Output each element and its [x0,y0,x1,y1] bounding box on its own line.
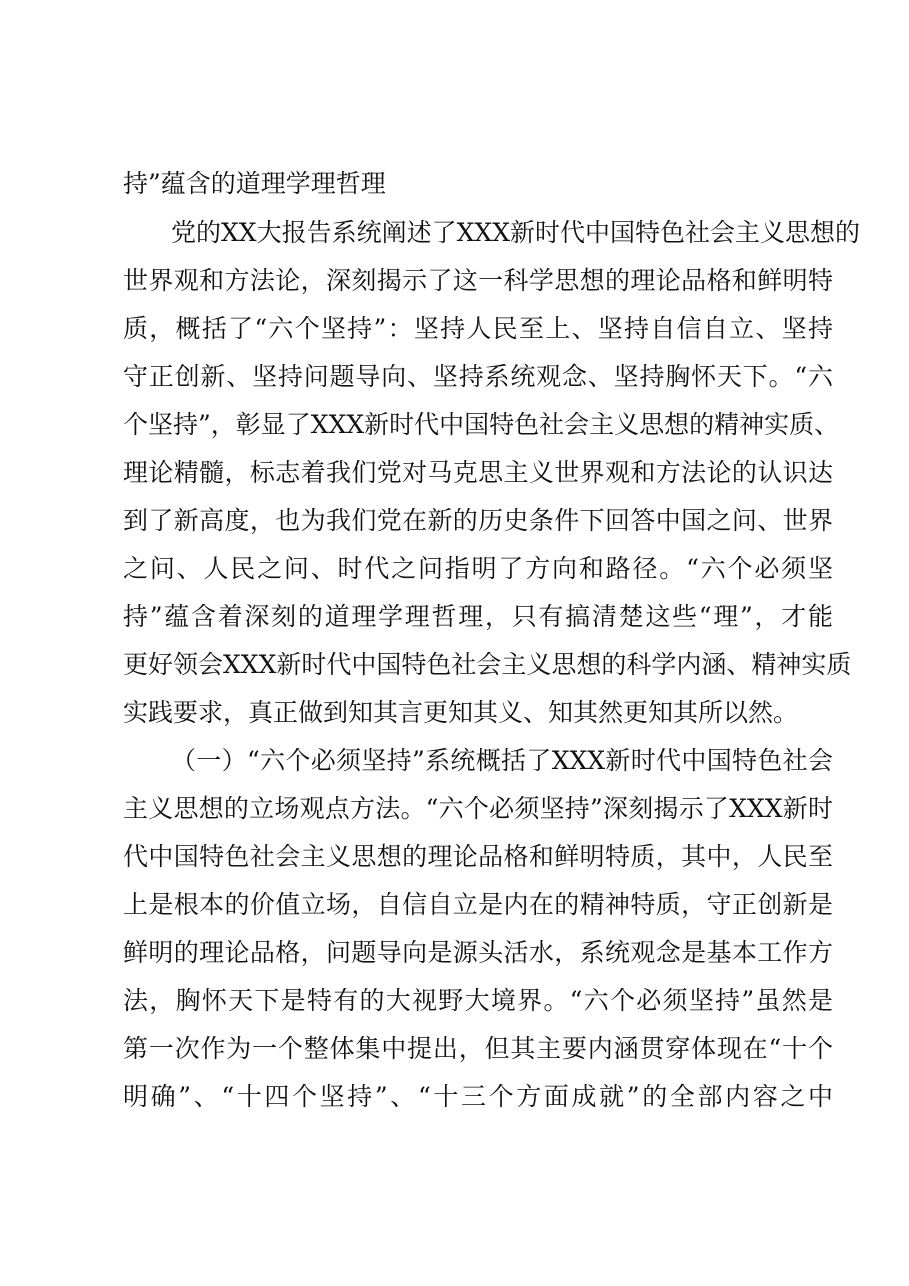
paragraph-1-line-1: 党的XX大报告系统阐述了XXX新时代中国特色社会主义思想的 [171,218,860,247]
paragraph-2-line-4: 上是根本的价值立场，自信自立是内在的精神特质，守正创新是 [123,890,833,919]
paragraph-2-line-8: 明确”、“十四个坚持”、“十三个方面成就”的全部内容之中 [123,1082,833,1111]
paragraph-1-line-6: 理论精髓，标志着我们党对马克思主义世界观和方法论的认识达 [123,458,833,487]
paragraph-1-line-10: 更好领会XXX新时代中国特色社会主义思想的科学内涵、精神实质 [123,650,852,679]
paragraph-2-line-1: （一）“六个必须坚持”系统概括了XXX新时代中国特色社会 [171,746,833,775]
paragraph-1-line-9: 持”蕴含着深刻的道理学理哲理，只有搞清楚这些“理”，才能 [123,602,833,631]
paragraph-1-line-4: 守正创新、坚持问题导向、坚持系统观念、坚持胸怀天下。“六 [123,362,833,391]
paragraph-1-line-11: 实践要求，真正做到知其言更知其义、知其然更知其所以然。 [123,698,799,727]
paragraph-1-line-5: 个坚持”，彰显了XXX新时代中国特色社会主义思想的精神实质、 [123,410,840,439]
paragraph-2-line-2: 主义思想的立场观点方法。“六个必须坚持”深刻揭示了XXX新时 [123,794,833,823]
paragraph-2-line-3: 代中国特色社会主义思想的理论品格和鲜明特质，其中，人民至 [123,842,833,871]
paragraph-2-line-7: 第一次作为一个整体集中提出，但其主要内涵贯穿体现在“十个 [123,1034,833,1063]
paragraph-1-line-7: 到了新高度，也为我们党在新的历史条件下回答中国之问、世界 [123,506,833,535]
paragraph-1-line-3: 质，概括了“六个坚持”：坚持人民至上、坚持自信自立、坚持 [123,314,833,343]
paragraph-2-line-5: 鲜明的理论品格，问题导向是源头活水，系统观念是基本工作方 [123,938,833,967]
paragraph-2-line-6: 法，胸怀天下是特有的大视野大境界。“六个必须坚持”虽然是 [123,986,833,1015]
heading-tail: 持”蕴含的道理学理哲理 [123,169,386,198]
paragraph-1-line-2: 世界观和方法论，深刻揭示了这一科学思想的理论品格和鲜明特 [123,266,833,295]
paragraph-1-line-8: 之问、人民之问、时代之问指明了方向和路径。“六个必须坚 [123,554,833,583]
